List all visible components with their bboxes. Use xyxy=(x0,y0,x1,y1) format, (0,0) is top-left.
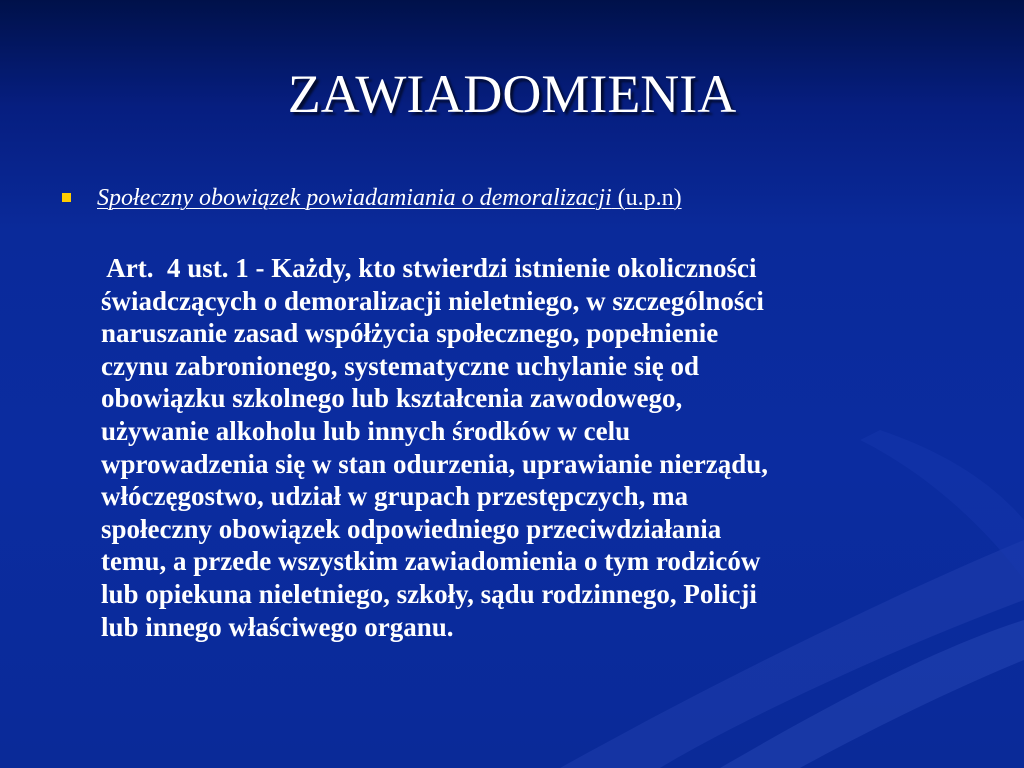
paragraph-line: lub innego właściwego organu. xyxy=(101,611,454,642)
paragraph-line: wprowadzenia się w stan odurzenia, uprawianie nierządu, xyxy=(101,448,769,479)
slide-title: ZAWIADOMIENIA xyxy=(287,64,737,124)
bullet-square-icon xyxy=(62,193,71,202)
paragraph-line: społeczny obowiązek odpowiedniego przeciwdziałania xyxy=(101,513,722,544)
bullet-link[interactable] xyxy=(97,185,682,211)
paragraph-line: Art. 4 ust. 1 - Każdy, kto stwierdzi istnienie okoliczności xyxy=(101,253,757,283)
paragraph-line: używanie alkoholu lub innych środków w celu xyxy=(101,415,631,446)
paragraph-line: włóczęgostwo, udział w grupach przestępczych, ma xyxy=(101,481,689,512)
paragraph-line: lub opiekuna nieletniego, szkoły, sądu rodzinnego, Policji xyxy=(101,578,757,609)
bullet-italic-text: Społeczny obowiązek powiadamiania o demoralizacji xyxy=(97,185,612,211)
article-paragraph xyxy=(101,252,981,643)
paragraph-line: naruszanie zasad współżycia społecznego, popełnienie xyxy=(101,318,719,349)
paragraph-line: świadczących o demoralizacji nieletniego, w szczególności xyxy=(101,285,764,316)
bullet-suffix-text: (u.p.n) xyxy=(611,185,682,211)
paragraph-line: obowiązku szkolnego lub kształcenia zawodowego, xyxy=(101,383,683,414)
bullet-item xyxy=(62,180,962,216)
paragraph-line: czynu zabronionego, systematyczne uchylanie się od xyxy=(101,350,699,381)
paragraph-line: temu, a przede wszystkim zawiadomienia o tym rodziców xyxy=(101,546,761,577)
